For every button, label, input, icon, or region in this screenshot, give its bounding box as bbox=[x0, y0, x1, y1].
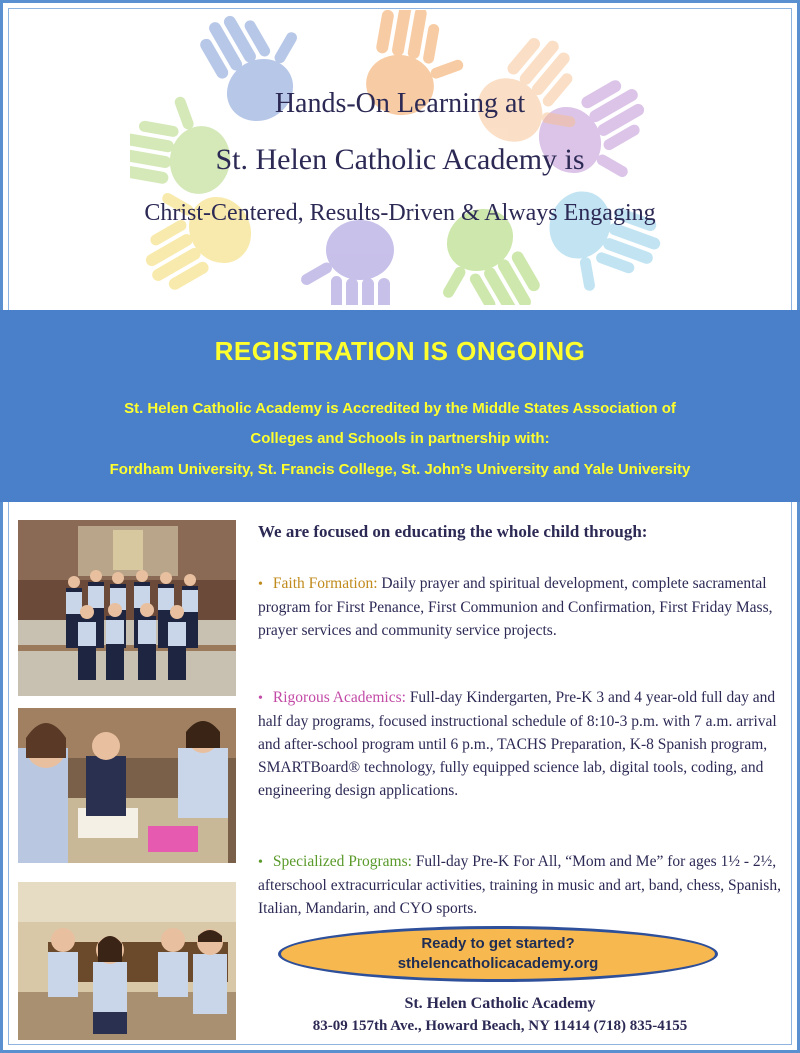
rigorous-academics-item bbox=[258, 686, 788, 802]
accreditation-line-2: Colleges and Schools in partnership with: bbox=[250, 430, 550, 447]
focus-intro: We are focused on educating the whole child through: bbox=[258, 522, 648, 541]
photo-children-at-table bbox=[18, 882, 236, 1040]
school-address-phone: 83-09 157th Ave., Howard Beach, NY 11414 (718) 835-4155 bbox=[312, 1018, 688, 1034]
bullet-icon: • bbox=[258, 577, 263, 592]
handprint-lavender bbox=[299, 220, 394, 305]
accreditation-line-3: Fordham University, St. Francis College, St. John’s University and Yale University bbox=[109, 461, 691, 478]
bullet-icon: • bbox=[258, 691, 263, 706]
specialized-programs-text: Full-day Pre-K For All, “Mom and Me” for ages 1½ - 2½, afterschool extracurricular activities, training in music and art, band, chess, Spanish, Italian, Mandarin, and CYO sports. bbox=[258, 853, 781, 917]
photo-students-at-desk bbox=[18, 708, 236, 863]
headline-line-1: Hands-On Learning at bbox=[274, 88, 526, 119]
rigorous-academics-title: Rigorous Academics: bbox=[272, 689, 406, 706]
school-name: St. Helen Catholic Academy bbox=[404, 995, 596, 1012]
faith-formation-item bbox=[258, 572, 788, 642]
registration-heading: REGISTRATION IS ONGOING bbox=[214, 336, 586, 366]
specialized-programs-item bbox=[258, 850, 788, 920]
accreditation-line-1: St. Helen Catholic Academy is Accredited by the Middle States Association of bbox=[124, 400, 676, 417]
tagline: Christ-Centered, Results-Driven & Always Engaging bbox=[144, 200, 656, 226]
photo-students-in-church bbox=[18, 520, 236, 696]
faith-formation-title: Faith Formation: bbox=[272, 575, 378, 592]
faith-formation-text: Daily prayer and spiritual development, complete sacramental program for First Penance, First Communion and Confirmation, First Friday Mass, prayer services and community service projects. bbox=[258, 575, 773, 639]
website-link[interactable]: sthelencatholicacademy.org bbox=[397, 955, 599, 972]
call-to-action-oval[interactable] bbox=[278, 926, 718, 982]
rigorous-academics-text: Full-day Kindergarten, Pre-K 3 and 4 year-old full day and half day programs, focused instructional schedule of 8:10-3 p.m. with 7 a.m. arrival and after-school program until 6 p.m., TACHS Preparation, K-8 Spanish program, SMARTBoard® technology, fully equipped science lab, digital tools, coding, and engineering design applications. bbox=[258, 689, 777, 799]
specialized-programs-title: Specialized Programs: bbox=[272, 853, 412, 870]
cta-question: Ready to get started? bbox=[421, 935, 575, 952]
headline-line-2: St. Helen Catholic Academy is bbox=[215, 143, 585, 176]
bullet-icon: • bbox=[258, 855, 263, 870]
